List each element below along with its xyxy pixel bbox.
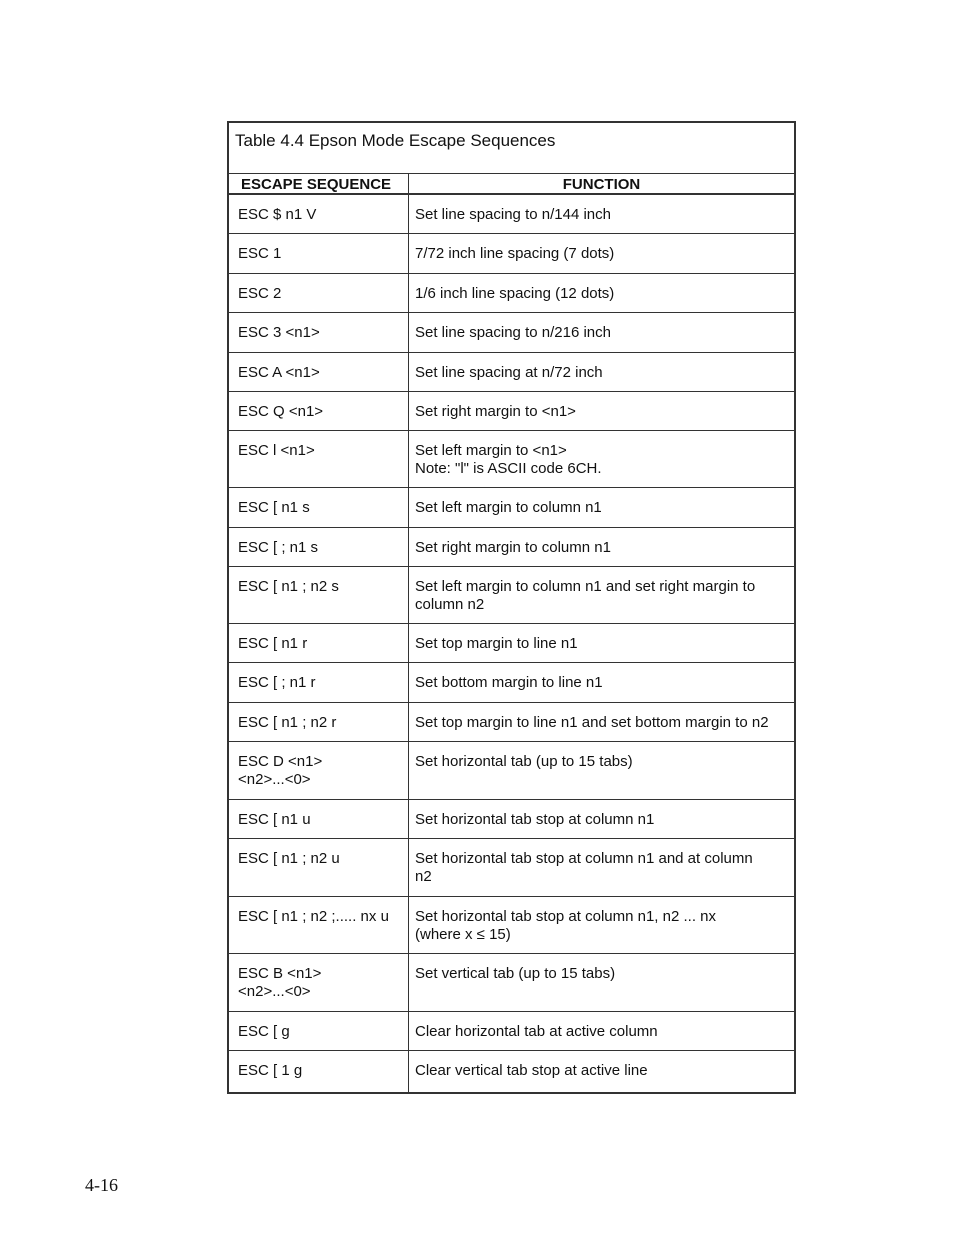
- table-caption: Table 4.4 Epson Mode Escape Sequences: [229, 123, 794, 174]
- table-body: [229, 195, 794, 1092]
- table-row: [229, 392, 794, 431]
- function-cell: 7/72 inch line spacing (7 dots): [415, 245, 615, 262]
- escape-sequence-cell: ESC [ n1 s: [229, 488, 409, 527]
- escape-sequence-cell: ESC 2: [229, 274, 409, 312]
- function-cell: Set bottom margin to line n1: [415, 674, 603, 691]
- table-row: [229, 742, 794, 800]
- escape-sequence-cell: ESC Q <n1>: [229, 392, 409, 430]
- function-cell: Set left margin to column n1: [415, 499, 602, 516]
- escape-sequence-cell: ESC [ n1 ; n2 r: [229, 703, 409, 741]
- table-row: [229, 624, 794, 663]
- function-cell: Set top margin to line n1: [415, 635, 578, 652]
- function-cell: Set horizontal tab stop at column n1, n2 ... nx (where x ≤ 15): [415, 908, 717, 943]
- table-header: [229, 174, 794, 195]
- escape-sequence-cell: ESC 1: [229, 234, 409, 273]
- function-cell: Set right margin to column n1: [415, 539, 611, 556]
- function-cell: Set left margin to column n1 and set right margin to column n2: [415, 578, 756, 613]
- escape-sequence-cell: ESC [ n1 ; n2 s: [229, 567, 409, 623]
- table-row: [229, 800, 794, 839]
- function-cell: Set horizontal tab stop at column n1: [415, 811, 655, 828]
- function-cell: Clear horizontal tab at active column: [415, 1023, 658, 1040]
- function-cell: Set line spacing at n/72 inch: [415, 364, 603, 381]
- escape-sequence-cell: ESC [ n1 ; n2 ;..... nx u: [229, 897, 409, 953]
- table-row: [229, 431, 794, 488]
- table-row: [229, 528, 794, 567]
- table-row: [229, 703, 794, 742]
- table-row: [229, 897, 794, 954]
- header-escape-sequence: ESCAPE SEQUENCE: [229, 174, 409, 193]
- escape-sequence-table: [227, 121, 796, 1094]
- table-row: [229, 567, 794, 624]
- table-row: [229, 839, 794, 897]
- table-row: [229, 1012, 794, 1051]
- function-cell: Set line spacing to n/216 inch: [415, 324, 611, 341]
- escape-sequence-cell: ESC D <n1> <n2>...<0>: [229, 742, 409, 799]
- table-row: [229, 1051, 794, 1092]
- function-cell: Set left margin to <n1> Note: "l" is ASCII code 6CH.: [415, 442, 602, 477]
- escape-sequence-cell: ESC [ ; n1 r: [229, 663, 409, 702]
- escape-sequence-cell: ESC l <n1>: [229, 431, 409, 487]
- table-row: [229, 313, 794, 353]
- escape-sequence-cell: ESC [ n1 u: [229, 800, 409, 838]
- escape-sequence-cell: ESC [ n1 ; n2 u: [229, 839, 409, 896]
- escape-sequence-cell: ESC [ n1 r: [229, 624, 409, 662]
- table-row: [229, 663, 794, 703]
- function-cell: Set vertical tab (up to 15 tabs): [415, 965, 616, 982]
- escape-sequence-cell: ESC 3 <n1>: [229, 313, 409, 352]
- function-cell: Set line spacing to n/144 inch: [415, 206, 611, 223]
- table-row: [229, 195, 794, 234]
- table-row: [229, 274, 794, 313]
- table-row: [229, 353, 794, 392]
- table-row: [229, 954, 794, 1012]
- escape-sequence-cell: ESC B <n1> <n2>...<0>: [229, 954, 409, 1011]
- function-cell: Set top margin to line n1 and set bottom margin to n2: [415, 714, 769, 731]
- escape-sequence-cell: ESC [ g: [229, 1012, 409, 1050]
- escape-sequence-cell: ESC A <n1>: [229, 353, 409, 391]
- page-number: 4-16: [85, 1175, 118, 1195]
- header-function: FUNCTION: [562, 176, 641, 193]
- escape-sequence-cell: ESC [ ; n1 s: [229, 528, 409, 566]
- function-cell: Set horizontal tab stop at column n1 and at column n2: [415, 850, 753, 885]
- function-cell: 1/6 inch line spacing (12 dots): [415, 285, 615, 302]
- function-cell: Set horizontal tab (up to 15 tabs): [415, 753, 633, 770]
- escape-sequence-cell: ESC [ 1 g: [229, 1051, 409, 1092]
- table-row: [229, 488, 794, 528]
- table-row: [229, 234, 794, 274]
- escape-sequence-cell: ESC $ n1 V: [229, 195, 409, 233]
- function-cell: Set right margin to <n1>: [415, 403, 576, 420]
- function-cell: Clear vertical tab stop at active line: [415, 1062, 648, 1079]
